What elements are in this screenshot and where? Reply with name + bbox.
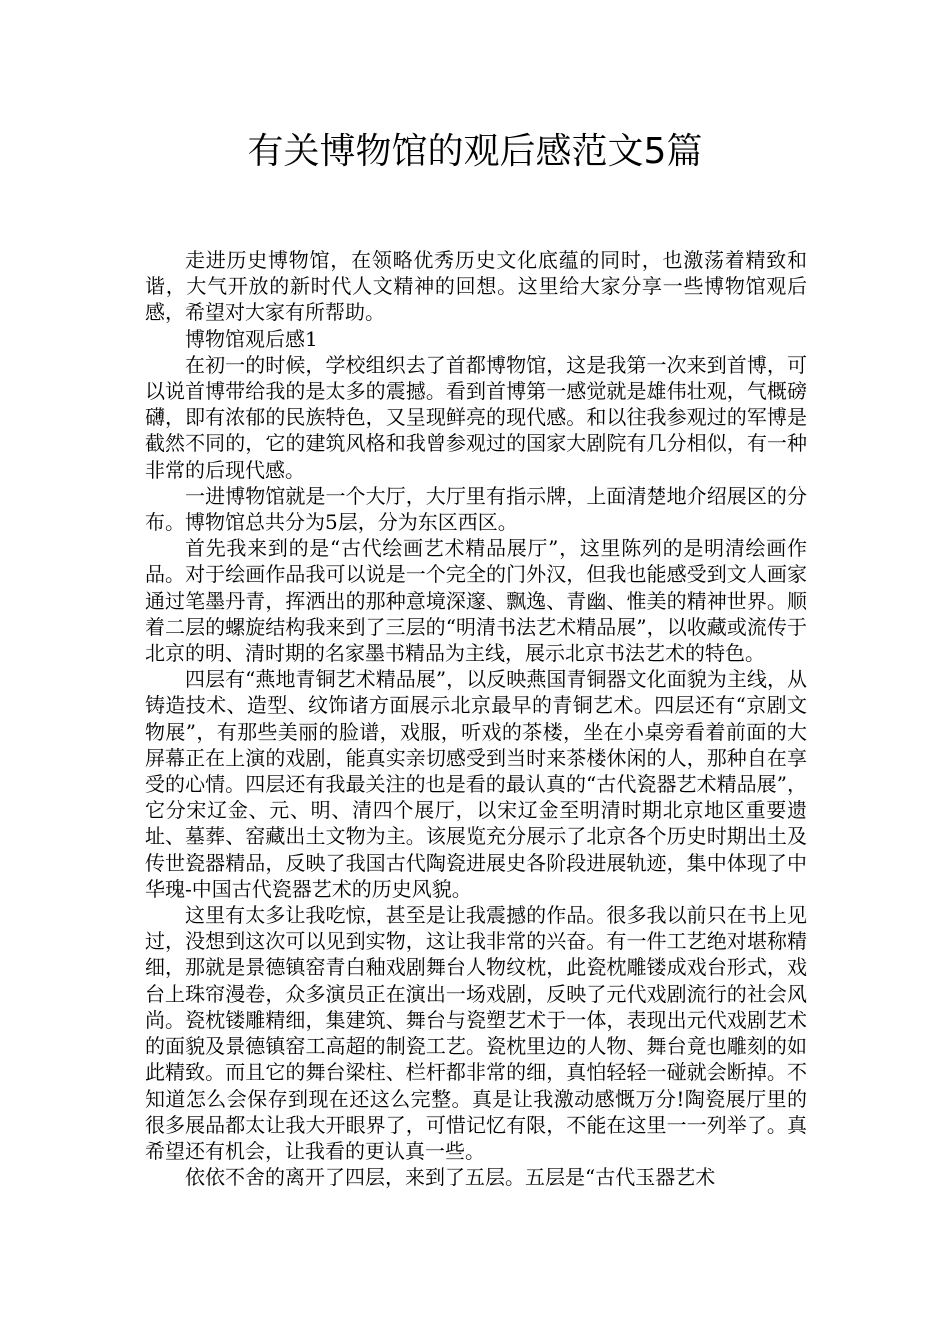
- paragraph: 在初一的时候，学校组织去了首都博物馆，这是我第一次来到首博，可以说首博带给我的是太多的震撼。看到首博第一感觉就是雄伟壮观，气概磅礴，即有浓郁的民族特色，又呈现鲜亮的现代感。和以往我参观过的军博是截然不同的，它的建筑风格和我曾参观过的国家大剧院有几分相似，有一种非常的后现代感。: [145, 352, 807, 482]
- paragraph: 四层有“燕地青铜艺术精品展”，以反映燕国青铜器文化面貌为主线，从铸造技术、造型、纹饰诸方面展示北京最早的青铜艺术。四层还有“京剧文物展”，有那些美丽的脸谱，戏服，听戏的茶楼，坐在小桌旁看着前面的大屏幕正在上演的戏剧，能真实亲切感受到当时来茶楼休闲的人，那种自在享受的心情。四层还有我最关注的也是看的最认真的“古代瓷器艺术精品展”，它分宋辽金、元、明、清四个展厅，以宋辽金至明清时期北京地区重要遗址、墓葬、窑藏出土文物为主。该展览充分展示了北京各个历史时期出土及传世瓷器精品，反映了我国古代陶瓷进展史各阶段进展轨迹，集中体现了中华瑰-中国古代瓷器艺术的历史风貌。: [145, 667, 807, 901]
- paragraph: 一进博物馆就是一个大厅，大厅里有指示牌，上面清楚地介绍展区的分布。博物馆总共分为5层，分为东区西区。: [145, 483, 807, 535]
- document-body: [145, 247, 807, 1190]
- page-title: 有关博物馆的观后感范文5篇: [247, 131, 703, 172]
- paragraph: 依依不舍的离开了四层，来到了五层。五层是“古代玉器艺术: [185, 1165, 716, 1190]
- paragraph: 首先我来到的是“古代绘画艺术精品展厅”，这里陈列的是明清绘画作品。对于绘画作品我可以说是一个完全的门外汉，但我也能感受到文人画家通过笔墨丹青，挥洒出的那种意境深邃、飘逸、青幽、惟美的精神世界。顺着二层的螺旋结构我来到了三层的“明清书法艺术精品展”，以收藏或流传于北京的明、清时期的名家墨书精品为主线，展示北京书法艺术的特色。: [145, 536, 807, 666]
- paragraph-intro: 走进历史博物馆，在领略优秀历史文化底蕴的同时，也激荡着精致和谐，大气开放的新时代人文精神的回想。这里给大家分享一些博物馆观后感，希望对大家有所帮助。: [145, 248, 807, 325]
- paragraph: 这里有太多让我吃惊，甚至是让我震撼的作品。很多我以前只在书上见过，没想到这次可以见到实物，这让我非常的兴奋。有一件工艺绝对堪称精细，那就是景德镇窑青白釉戏剧舞台人物纹枕，此瓷枕雕镂成戏台形式，戏台上珠帘漫卷，众多演员正在演出一场戏剧，反映了元代戏剧流行的社会风尚。瓷枕镂雕精细，集建筑、舞台与瓷塑艺术于一体，表现出元代戏剧艺术的面貌及景德镇窑工高超的制瓷工艺。瓷枕里边的人物、舞台竟也雕刻的如此精致。而且它的舞台梁柱、栏杆都非常的细，真怕轻轻一碰就会断掉。不知道怎么会保存到现在还这么完整。真是让我激动感慨万分!陶瓷展厅里的很多展品都太让我大开眼界了，可惜记忆有限，不能在这里一一列举了。真希望还有机会，让我看的更认真一些。: [145, 903, 807, 1163]
- section-heading: 博物馆观后感1: [185, 326, 318, 351]
